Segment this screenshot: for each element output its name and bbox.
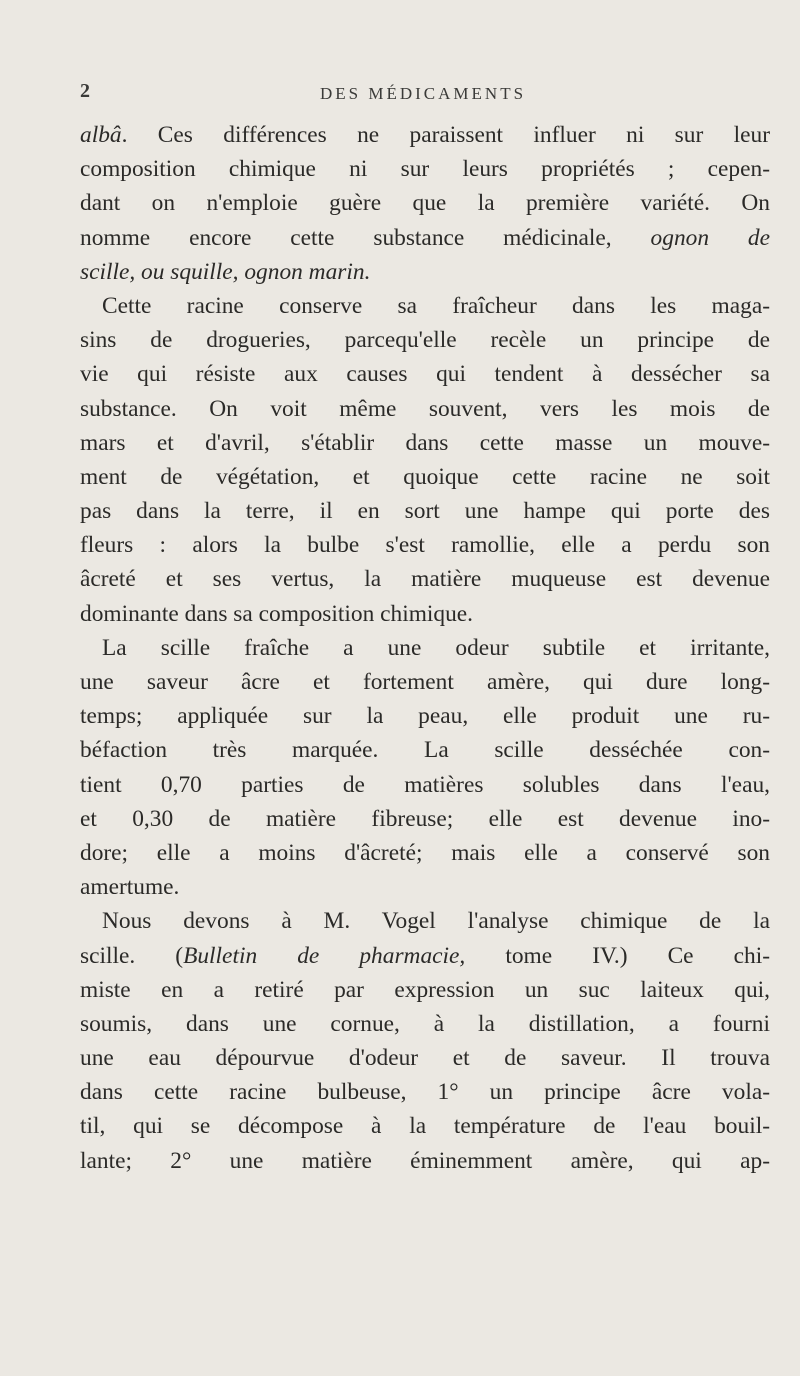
text-line: dant on n'emploie guère que la première variété. On [80,190,770,217]
text-line: Nous devons à M. Vogel l'analyse chimique de la [102,908,770,935]
text-line: vie qui résiste aux causes qui tendent à dessécher sa [80,361,770,388]
text-line: pas dans la terre, il en sort une hampe qui porte des [80,498,770,525]
text-line: tient 0,70 parties de matières solubles dans l'eau, [80,771,770,798]
text-line: substance. On voit même souvent, vers les mois de [80,395,770,422]
running-head [80,80,770,110]
text-line: dominante dans sa composition chimique. [80,600,474,627]
text-line: scille, ou squille, ognon marin. [80,258,371,285]
body-text [80,118,770,1178]
text-line: amertume. [80,874,180,901]
text-line: Cette racine conserve sa fraîcheur dans les maga- [102,292,770,319]
page-number: 2 [80,80,90,102]
text-line: et 0,30 de matière fibreuse; elle est devenue ino- [80,805,770,832]
text-line: béfaction très marquée. La scille desséchée con- [80,737,770,764]
text-line: lante; 2° une matière éminemment amère, qui ap- [80,1147,770,1174]
running-title: DES MÉDICAMENTS [320,84,527,103]
text-line: une saveur âcre et fortement amère, qui dure long- [80,669,770,695]
text-line: fleurs : alors la bulbe s'est ramollie, elle a perdu son [80,532,770,559]
text-line: dans cette racine bulbeuse, 1° un principe âcre vola- [80,1079,770,1106]
text-line: La scille fraîche a une odeur subtile et irritante, [102,634,770,661]
text-line: une eau dépourvue d'odeur et de saveur. Il trouva [80,1045,770,1072]
text-line: sins de drogueries, parcequ'elle recèle un principe de [80,327,770,354]
text-line: soumis, dans une cornue, à la distillation, a fourni [80,1010,770,1037]
text-line: scille. (Bulletin de pharmacie, tome IV.) Ce chi- [80,942,770,969]
text-line: temps; appliquée sur la peau, elle produit une ru- [80,703,770,730]
text-line: composition chimique ni sur leurs propriétés ; cepen- [80,156,770,183]
text-line: âcreté et ses vertus, la matière muqueuse est devenue [80,566,770,593]
text-line: til, qui se décompose à la température de l'eau bouil- [80,1113,770,1140]
text-line: miste en a retiré par expression un suc laiteux qui, [80,976,770,1003]
text-line: albâ. Ces différences ne paraissent influer ni sur leur [80,122,770,148]
text-line: dore; elle a moins d'âcreté; mais elle a conservé son [80,839,770,866]
text-line: mars et d'avril, s'établir dans cette masse un mouve- [80,429,770,456]
text-line: nomme encore cette substance médicinale, ognon de [80,224,770,251]
text-line: ment de végétation, et quoique cette racine ne soit [80,463,770,490]
